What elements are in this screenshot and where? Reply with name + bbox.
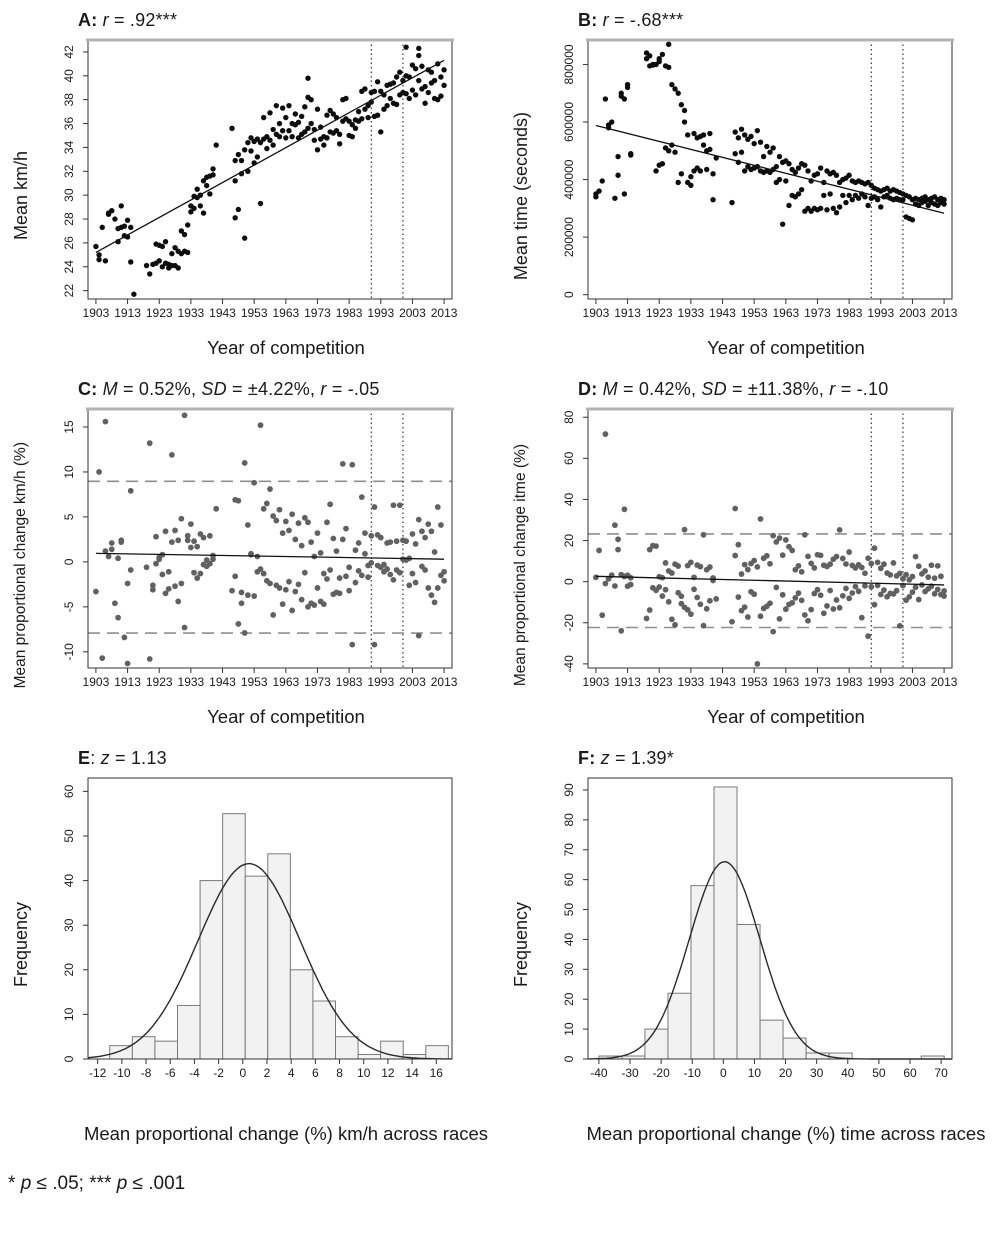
svg-text:1903: 1903 (82, 306, 110, 320)
svg-text:1943: 1943 (709, 675, 736, 689)
panel-e-x-axis-label: Mean proportional change (%) km/h across races (83, 1123, 489, 1144)
scatter-plot-c (36, 402, 461, 702)
svg-text:1973: 1973 (804, 675, 831, 689)
panel-b-title: B: r = -.68*** (578, 10, 684, 30)
svg-text:1973: 1973 (304, 675, 331, 689)
svg-text:38: 38 (62, 92, 76, 107)
svg-text:1963: 1963 (272, 675, 300, 689)
svg-text:-10: -10 (683, 1066, 701, 1080)
significance-footnote: * p ≤ .05; *** p ≤ .001 (8, 1173, 186, 1194)
svg-text:1903: 1903 (582, 306, 610, 320)
panel-a-title: A: r = .92*** (78, 10, 178, 30)
svg-text:0: 0 (62, 1055, 76, 1063)
svg-text:-6: -6 (164, 1066, 176, 1080)
svg-text:40: 40 (562, 932, 576, 947)
svg-text:40: 40 (62, 69, 76, 83)
svg-text:1953: 1953 (240, 675, 268, 689)
svg-text:36: 36 (62, 116, 76, 131)
svg-text:20: 20 (62, 963, 76, 977)
svg-text:80: 80 (562, 813, 576, 827)
svg-text:50: 50 (562, 902, 576, 917)
svg-text:800000: 800000 (562, 44, 576, 85)
svg-text:-40: -40 (562, 655, 576, 673)
svg-text:-2: -2 (213, 1066, 224, 1080)
svg-text:6: 6 (312, 1066, 319, 1080)
panel-b-x-axis-label: Year of competition (707, 337, 865, 358)
panel-f-title: F: z = 1.39* (578, 748, 674, 768)
panel-d-title: D: M = 0.42%, SD = ±11.38%, r = -.10 (578, 379, 889, 399)
panel-c-body (6, 402, 500, 702)
svg-text:10: 10 (357, 1066, 371, 1080)
svg-text:32: 32 (62, 164, 76, 178)
svg-text:2: 2 (263, 1066, 271, 1080)
panel-b-body (506, 33, 1000, 333)
svg-text:2013: 2013 (930, 675, 958, 689)
svg-text:-12: -12 (89, 1066, 107, 1080)
svg-text:1943: 1943 (209, 675, 236, 689)
svg-text:1953: 1953 (740, 306, 768, 320)
svg-text:50: 50 (872, 1066, 886, 1080)
svg-text:0: 0 (719, 1066, 727, 1080)
svg-text:2003: 2003 (399, 675, 426, 689)
svg-text:20: 20 (562, 992, 576, 1006)
svg-text:-4: -4 (189, 1066, 200, 1080)
svg-text:10: 10 (747, 1066, 762, 1080)
svg-text:1913: 1913 (114, 675, 141, 689)
svg-text:1963: 1963 (272, 306, 300, 320)
svg-text:0: 0 (562, 1055, 576, 1063)
svg-text:30: 30 (62, 188, 76, 202)
svg-text:40: 40 (841, 1066, 855, 1080)
svg-text:1943: 1943 (209, 306, 236, 320)
svg-text:1953: 1953 (240, 306, 268, 320)
panel-e-title: E: z = 1.13 (78, 748, 167, 768)
svg-text:40: 40 (562, 492, 576, 507)
histogram-plot-f (536, 771, 961, 1093)
svg-text:30: 30 (562, 962, 576, 976)
svg-text:0: 0 (62, 558, 76, 566)
svg-text:2013: 2013 (430, 675, 458, 689)
panel-a-x-axis-label: Year of competition (207, 337, 365, 358)
scatter-plot-b (536, 33, 961, 333)
panel-c-y-axis-label: Mean proportional change km/h (%) (12, 441, 29, 689)
svg-text:1973: 1973 (804, 306, 831, 320)
svg-text:12: 12 (381, 1066, 395, 1080)
panel-d-y-axis-label: Mean proportional change itme (%) (512, 443, 529, 687)
svg-text:90: 90 (562, 783, 576, 797)
histogram-plot-e (36, 771, 461, 1093)
svg-text:1933: 1933 (177, 306, 205, 320)
svg-text:70: 70 (934, 1066, 948, 1080)
svg-text:-20: -20 (562, 614, 576, 632)
svg-text:60: 60 (562, 451, 576, 466)
svg-text:20: 20 (778, 1066, 793, 1080)
svg-text:0: 0 (239, 1066, 247, 1080)
svg-text:20: 20 (562, 533, 576, 548)
svg-text:15: 15 (62, 420, 76, 434)
scatter-plot-d (536, 402, 961, 702)
svg-text:-30: -30 (621, 1066, 639, 1080)
svg-text:10: 10 (62, 465, 76, 479)
svg-text:2003: 2003 (899, 675, 926, 689)
panel-d-x-axis-label: Year of competition (707, 706, 865, 727)
svg-text:1933: 1933 (677, 306, 705, 320)
svg-text:30: 30 (62, 918, 76, 932)
svg-text:1983: 1983 (835, 675, 863, 689)
panel-d-body (506, 402, 1000, 702)
svg-text:1923: 1923 (145, 675, 173, 689)
svg-text:1993: 1993 (867, 306, 895, 320)
svg-text:-8: -8 (140, 1066, 152, 1080)
panel-e (0, 738, 500, 1155)
svg-text:30: 30 (809, 1066, 824, 1080)
svg-text:-40: -40 (590, 1066, 608, 1080)
svg-text:1973: 1973 (304, 306, 331, 320)
svg-text:4: 4 (287, 1066, 295, 1080)
svg-text:1923: 1923 (645, 675, 673, 689)
svg-text:1913: 1913 (614, 306, 641, 320)
svg-text:1943: 1943 (709, 306, 736, 320)
svg-text:1953: 1953 (740, 675, 768, 689)
svg-text:2013: 2013 (930, 306, 958, 320)
panel-f-x-axis-label: Mean proportional change (%) time across races (586, 1123, 986, 1144)
svg-text:200000: 200000 (562, 217, 576, 258)
svg-text:2013: 2013 (430, 306, 458, 320)
svg-text:-5: -5 (62, 601, 76, 613)
svg-text:60: 60 (903, 1066, 917, 1080)
svg-text:1993: 1993 (367, 675, 395, 689)
svg-text:16: 16 (429, 1066, 443, 1080)
svg-text:2003: 2003 (399, 306, 426, 320)
panel-c-x-axis-label: Year of competition (207, 706, 365, 727)
svg-text:1933: 1933 (677, 675, 705, 689)
svg-text:1913: 1913 (114, 306, 141, 320)
svg-text:2003: 2003 (899, 306, 926, 320)
svg-text:-10: -10 (113, 1066, 131, 1080)
panel-c (0, 369, 500, 738)
svg-text:1993: 1993 (867, 675, 895, 689)
panel-b-y-axis-label: Mean time (seconds) (511, 111, 531, 281)
svg-text:5: 5 (62, 513, 76, 521)
panel-e-body (6, 771, 500, 1093)
scatter-plot-a (36, 33, 461, 333)
svg-text:400000: 400000 (562, 159, 576, 200)
svg-text:1983: 1983 (335, 675, 363, 689)
svg-text:10: 10 (562, 1022, 576, 1036)
svg-text:22: 22 (62, 283, 76, 298)
svg-text:1963: 1963 (772, 306, 800, 320)
svg-text:0: 0 (562, 291, 576, 299)
svg-text:34: 34 (62, 140, 76, 155)
svg-text:1933: 1933 (177, 675, 205, 689)
svg-text:1993: 1993 (367, 306, 395, 320)
svg-text:40: 40 (62, 873, 76, 888)
svg-text:26: 26 (62, 236, 76, 250)
svg-text:10: 10 (62, 1007, 76, 1022)
svg-text:42: 42 (62, 45, 76, 59)
svg-text:1963: 1963 (772, 675, 800, 689)
svg-text:1983: 1983 (335, 306, 363, 320)
svg-text:8: 8 (336, 1066, 343, 1080)
panel-a-y-axis-label: Mean km/h (11, 151, 31, 241)
svg-text:600000: 600000 (562, 101, 576, 143)
svg-text:-10: -10 (62, 643, 76, 661)
panel-f-y-axis-label: Frequency (511, 902, 531, 988)
panel-f-body (506, 771, 1000, 1093)
svg-text:14: 14 (405, 1066, 419, 1080)
svg-text:50: 50 (61, 829, 76, 843)
svg-text:1923: 1923 (645, 306, 673, 320)
svg-text:60: 60 (562, 872, 576, 887)
svg-text:28: 28 (62, 212, 76, 226)
svg-text:-20: -20 (652, 1066, 670, 1080)
svg-text:1903: 1903 (82, 675, 110, 689)
panel-a (0, 0, 500, 369)
panel-a-body (6, 33, 500, 333)
svg-text:1903: 1903 (582, 675, 610, 689)
svg-text:80: 80 (562, 410, 576, 424)
svg-text:1913: 1913 (614, 675, 641, 689)
panel-b (500, 0, 1000, 369)
panel-c-title: C: M = 0.52%, SD = ±4.22%, r = -.05 (78, 379, 380, 399)
svg-text:0: 0 (562, 578, 576, 586)
svg-text:70: 70 (562, 843, 576, 857)
svg-text:60: 60 (62, 784, 76, 799)
svg-text:1923: 1923 (145, 306, 173, 320)
panel-f (500, 738, 1000, 1155)
svg-text:24: 24 (62, 260, 76, 274)
panel-e-y-axis-label: Frequency (11, 902, 31, 988)
panel-d (500, 369, 1000, 738)
svg-text:1983: 1983 (835, 306, 863, 320)
